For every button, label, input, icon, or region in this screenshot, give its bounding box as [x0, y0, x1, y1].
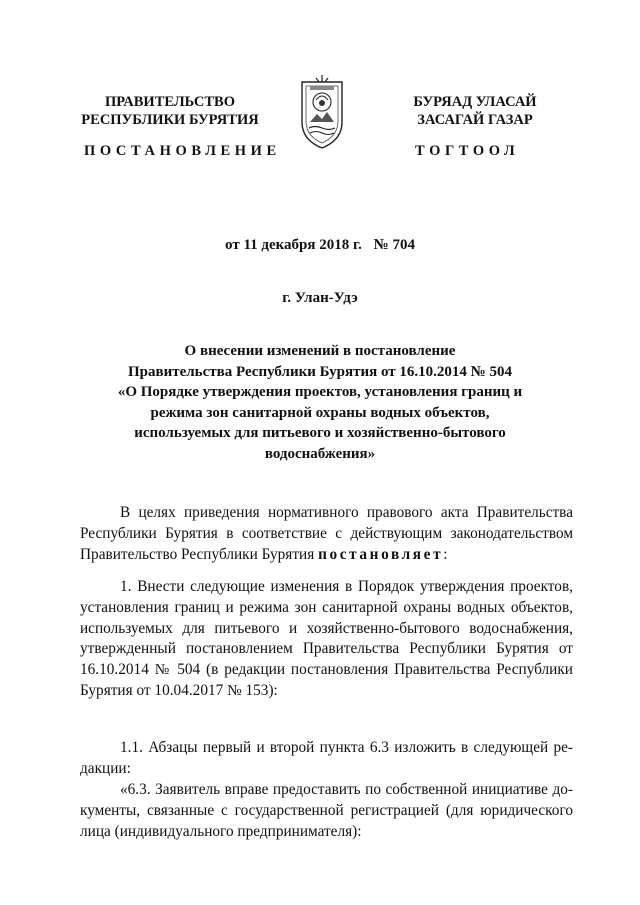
header-left-line2: РЕСПУБЛИКИ БУРЯТИЯ	[81, 112, 259, 128]
title-line: О внесении изменений в постановление	[184, 343, 456, 359]
paragraph-line	[80, 545, 573, 566]
city-line: г. Улан-Удэ	[282, 290, 358, 306]
title-line: используемых для питьевого и хозяйственно-бытового	[134, 425, 506, 442]
title-line: «О Порядке утверждения проектов, установления границ и	[117, 384, 523, 401]
item-1-paragraph	[80, 577, 573, 702]
document-type-bua: ТОГТООЛ	[415, 143, 520, 159]
coat-of-arms-buryatia-icon	[296, 72, 348, 152]
paragraph-line: кументы, связанные с государственной регистрацией (для юридического	[80, 801, 573, 819]
document-type-ru: ПОСТАНОВЛЕНИЕ	[84, 143, 281, 159]
paragraph-line: используемых для питьевого и хозяйственно-бытового водоснабжения,	[80, 619, 573, 637]
preamble-emphasis: постановляет	[318, 545, 444, 563]
paragraph-line: В целях приведения нормативного правового акта Правительства	[120, 504, 573, 521]
paragraph-line: дакции:	[80, 759, 131, 777]
paragraph-line: 1. Внести следующие изменения в Порядок утверждения проектов,	[120, 578, 573, 595]
paragraph-line: 16.10.2014 № 504 (в редакции постановления Правительства Республики	[80, 661, 573, 679]
header-left-line1: ПРАВИТЕЛЬСТВО	[105, 94, 235, 110]
paragraph-line: 1.1. Абзацы первый и второй пункта 6.3 изложить в следующей ре-	[120, 739, 573, 756]
resolution-date: от 11 декабря 2018 г.	[225, 237, 362, 253]
header-right-line2: ЗАСАГАЙ ГАЗАР	[417, 112, 533, 128]
header-left-authority	[70, 93, 270, 129]
header-right-line1: БУРЯАД УЛАСАЙ	[413, 94, 537, 110]
preamble-paragraph	[80, 503, 573, 565]
header-right-authority	[375, 93, 575, 129]
resolution-number: № 704	[373, 237, 415, 253]
paragraph-line: утвержденный постановлением Правительства Республики Бурятия от	[80, 640, 573, 658]
preamble-colon: :	[443, 545, 448, 563]
paragraph-line: Бурятия от 10.04.2017 № 153):	[80, 681, 278, 699]
title-line: режима зон санитарной охраны водных объектов,	[150, 404, 490, 421]
item-1-1-paragraph	[80, 738, 573, 780]
paragraph-line: установления границ и режима зон санитарной охраны водных объектов,	[80, 598, 573, 616]
title-line: водоснабжения»	[264, 445, 376, 462]
preamble-subject: Правительство Республики Бурятия	[80, 545, 319, 563]
paragraph-line: лица (индивидуального предпринимателя):	[80, 822, 362, 840]
paragraph-line: Республики Бурятия в соответствие с действующим законодательством	[80, 524, 573, 542]
paragraph-line: «6.3. Заявитель вправе предоставить по собственной инициативе до-	[120, 781, 573, 798]
title-line: Правительства Республики Бурятия от 16.10.2014 № 504	[127, 363, 512, 380]
date-number-line	[0, 237, 640, 254]
item-6-3-paragraph	[80, 780, 573, 842]
resolution-title	[95, 341, 545, 465]
